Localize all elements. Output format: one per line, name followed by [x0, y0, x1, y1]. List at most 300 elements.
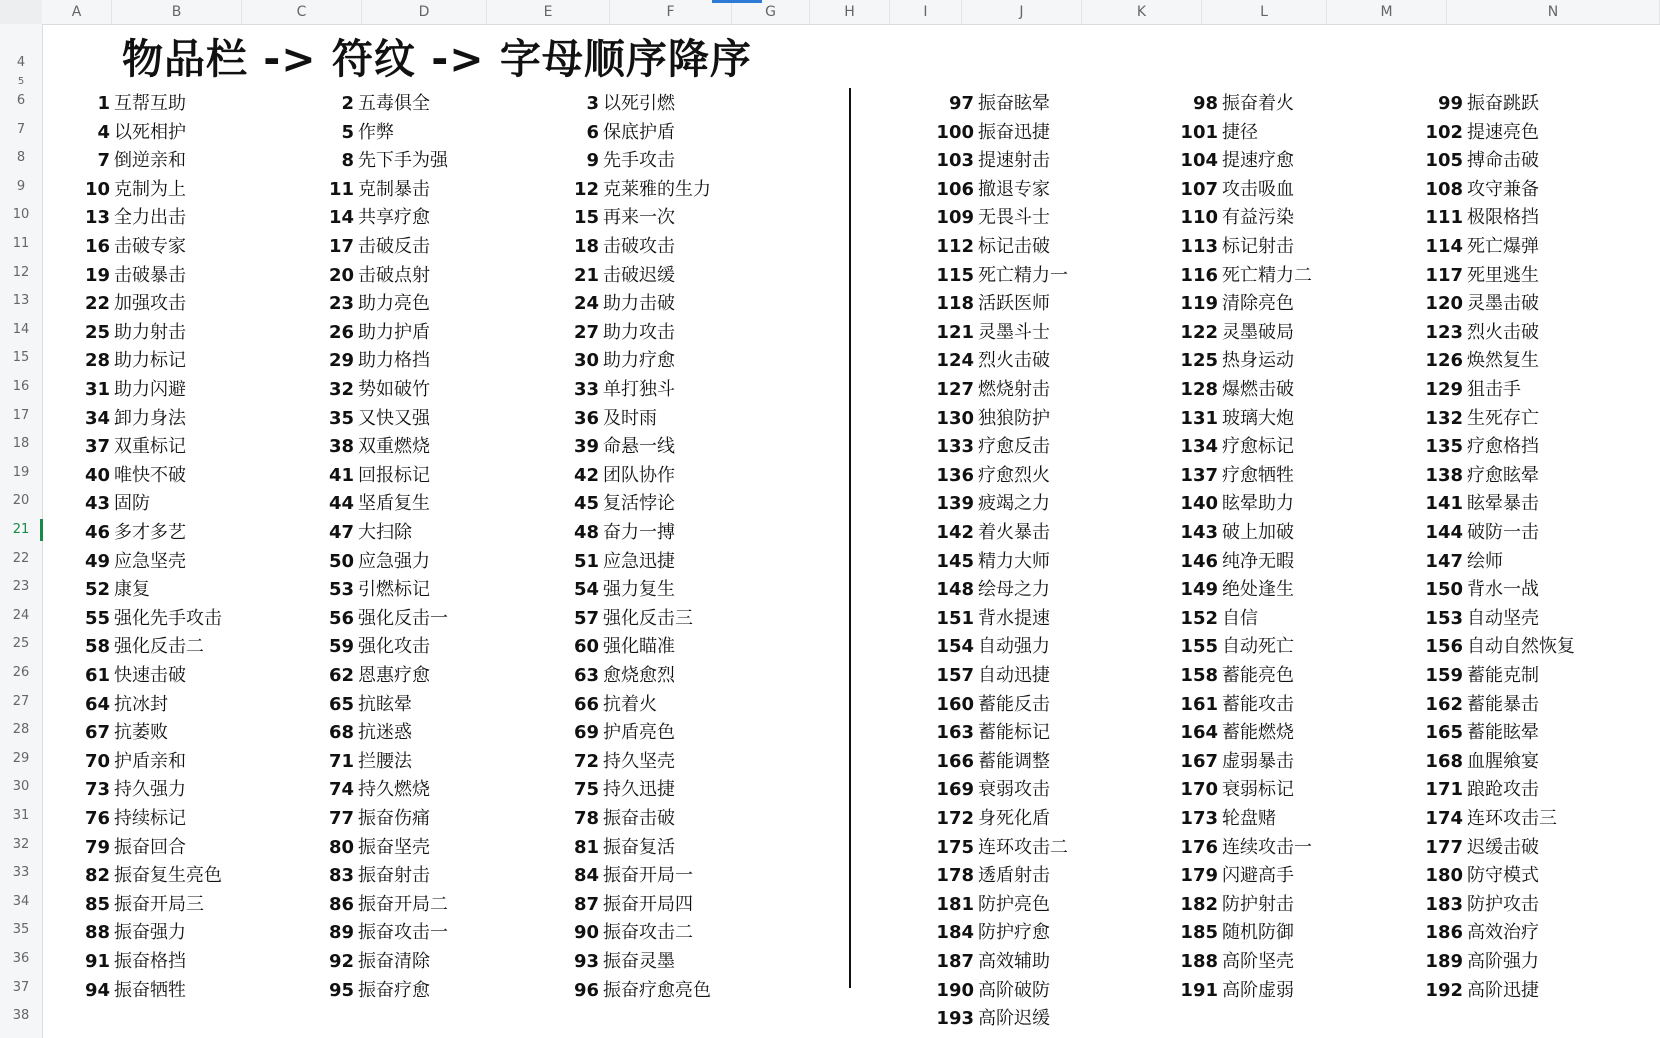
rune-item[interactable]	[1417, 204, 1539, 232]
rune-item[interactable]	[1417, 633, 1575, 661]
rune-item[interactable]	[553, 862, 693, 890]
rune-item[interactable]	[1417, 891, 1539, 919]
row-header-37[interactable]: 37	[12, 979, 30, 995]
rune-item[interactable]	[308, 719, 412, 747]
rune-number: 4	[97, 121, 110, 143]
rune-item[interactable]	[553, 347, 675, 375]
rune-item[interactable]	[308, 691, 412, 719]
row-header-6[interactable]: 6	[16, 93, 26, 108]
rune-item[interactable]	[1417, 405, 1539, 433]
rune-item[interactable]	[928, 433, 1050, 461]
rune-item[interactable]	[928, 805, 1050, 833]
rune-item[interactable]	[64, 862, 222, 890]
column-header-m[interactable]: M	[1327, 0, 1447, 24]
rune-item[interactable]	[1172, 519, 1294, 547]
rune-item[interactable]	[1172, 719, 1294, 747]
rune-item[interactable]	[1172, 605, 1258, 633]
rune-item[interactable]	[64, 805, 186, 833]
rune-item[interactable]	[553, 376, 675, 404]
rune-item[interactable]	[928, 776, 1050, 804]
rune-name: 攻击吸血	[1222, 178, 1294, 200]
rune-name: 破防一击	[1467, 522, 1539, 543]
select-all-corner[interactable]	[0, 0, 43, 25]
rune-item[interactable]	[553, 633, 675, 661]
rune-number: 119	[1180, 293, 1218, 315]
rune-item[interactable]	[1172, 405, 1294, 433]
rune-item[interactable]	[64, 433, 186, 461]
row-header-38[interactable]: 38	[12, 1008, 30, 1024]
sheet-title[interactable]: 物品栏 -> 符纹 -> 字母顺序降序	[122, 35, 752, 83]
rune-item[interactable]	[1417, 948, 1539, 976]
rune-number: 14	[328, 207, 354, 229]
rune-item[interactable]	[553, 605, 693, 633]
rune-item[interactable]	[64, 834, 186, 862]
rune-item[interactable]	[308, 204, 430, 232]
rune-item[interactable]	[64, 490, 150, 518]
rune-item[interactable]	[64, 776, 186, 804]
rune-number: 118	[936, 293, 974, 315]
rune-item[interactable]	[1417, 977, 1539, 1005]
rune-number: 83	[328, 865, 354, 887]
rune-item[interactable]	[64, 919, 186, 947]
rune-item[interactable]	[1172, 805, 1276, 833]
rune-item[interactable]	[928, 490, 1050, 518]
column-header-a[interactable]: A	[42, 0, 112, 24]
rune-item[interactable]	[1417, 691, 1539, 719]
rune-number: 101	[1180, 121, 1218, 143]
rune-item[interactable]	[1417, 490, 1539, 518]
rune-item[interactable]	[1172, 633, 1294, 661]
rune-number: 131	[1180, 407, 1218, 429]
rune-item[interactable]	[64, 691, 168, 719]
row-header-35[interactable]: 35	[12, 922, 30, 938]
rune-item[interactable]	[64, 548, 186, 576]
rune-name: 恩惠疗愈	[358, 665, 430, 686]
row-header-10[interactable]: 10	[12, 207, 30, 223]
rune-item[interactable]	[308, 462, 430, 490]
rune-number: 184	[936, 922, 974, 944]
rune-item[interactable]	[308, 776, 430, 804]
rune-item[interactable]	[1417, 519, 1539, 547]
rune-item[interactable]	[308, 633, 430, 661]
row-header-13[interactable]: 13	[12, 293, 30, 309]
rune-item[interactable]	[553, 662, 675, 690]
rune-item[interactable]	[928, 748, 1050, 776]
rune-item[interactable]	[308, 290, 430, 318]
rune-item[interactable]	[1417, 262, 1539, 290]
rune-item[interactable]	[64, 948, 186, 976]
rune-item[interactable]	[1172, 919, 1294, 947]
column-header-e[interactable]: E	[487, 0, 610, 24]
row-header-4[interactable]: 4	[16, 55, 26, 70]
rune-item[interactable]	[1172, 834, 1312, 862]
rune-item[interactable]	[1172, 262, 1312, 290]
rune-item[interactable]	[553, 119, 675, 147]
row-header-8[interactable]: 8	[16, 150, 26, 166]
rune-item[interactable]	[64, 462, 186, 490]
rune-item[interactable]	[1172, 90, 1294, 118]
rune-item[interactable]	[553, 262, 675, 290]
rune-name: 蓄能克制	[1467, 665, 1539, 686]
rune-item[interactable]	[1417, 605, 1539, 633]
rune-name: 振奋迅捷	[978, 121, 1050, 143]
rune-number: 189	[1425, 951, 1463, 972]
rune-name: 撤退专家	[978, 178, 1050, 200]
row-header-19[interactable]: 19	[12, 464, 30, 480]
rune-item[interactable]	[64, 977, 186, 1005]
row-header-5[interactable]: 5	[17, 76, 25, 87]
rune-item[interactable]	[1417, 862, 1539, 890]
rune-item[interactable]	[308, 834, 430, 862]
rune-number: 81	[573, 836, 599, 858]
rune-number: 124	[936, 350, 974, 372]
rune-item[interactable]	[1417, 347, 1539, 375]
rune-item[interactable]	[553, 548, 675, 576]
rune-item[interactable]	[64, 748, 186, 776]
rune-item[interactable]	[1417, 748, 1539, 776]
rune-item[interactable]	[64, 147, 186, 175]
rune-item[interactable]	[928, 576, 1050, 604]
rune-item[interactable]	[928, 977, 1050, 1005]
rune-item[interactable]	[553, 519, 675, 547]
rune-item[interactable]	[1417, 805, 1557, 833]
column-header-g[interactable]: G	[732, 0, 810, 24]
column-header-c[interactable]: C	[242, 0, 362, 24]
rune-item[interactable]	[308, 262, 430, 290]
rune-item[interactable]	[1417, 376, 1521, 404]
rune-item[interactable]	[1417, 576, 1539, 604]
rune-item[interactable]	[308, 490, 430, 518]
rune-item[interactable]	[1417, 90, 1539, 118]
rune-item[interactable]	[553, 90, 675, 118]
rune-item[interactable]	[1417, 776, 1539, 804]
rune-item[interactable]	[1417, 719, 1539, 747]
rune-item[interactable]	[928, 262, 1068, 290]
rune-item[interactable]	[64, 633, 204, 661]
rune-item[interactable]	[1172, 891, 1294, 919]
rune-name: 强力复生	[603, 579, 675, 601]
rune-item[interactable]	[64, 605, 222, 633]
rune-item[interactable]	[1172, 691, 1294, 719]
row-header-bar	[0, 24, 43, 1038]
rune-item[interactable]	[1172, 490, 1294, 518]
rune-item[interactable]	[64, 376, 186, 404]
rune-item[interactable]	[553, 490, 675, 518]
column-header-l[interactable]: L	[1202, 0, 1327, 24]
rune-item[interactable]	[553, 204, 675, 232]
rune-number: 93	[573, 951, 599, 972]
rune-item[interactable]	[64, 204, 186, 232]
rune-item[interactable]	[64, 347, 186, 375]
rune-name: 作弊	[358, 121, 394, 143]
rune-item[interactable]	[1172, 776, 1294, 804]
row-header-32[interactable]: 32	[12, 836, 30, 852]
rune-item[interactable]	[1172, 319, 1294, 347]
row-header-27[interactable]: 27	[12, 693, 30, 709]
rune-name: 击破迟缓	[603, 264, 675, 286]
rune-number: 56	[328, 607, 354, 629]
rune-item[interactable]	[553, 233, 675, 261]
rune-item[interactable]	[928, 519, 1050, 547]
rune-item[interactable]	[308, 548, 430, 576]
rune-name: 极限格挡	[1467, 207, 1539, 229]
rune-item[interactable]	[553, 805, 675, 833]
rune-item[interactable]	[928, 119, 1050, 147]
rune-item[interactable]	[553, 319, 675, 347]
rune-name: 振奋清除	[358, 951, 430, 972]
rune-item[interactable]	[928, 176, 1050, 204]
rune-item[interactable]	[1417, 176, 1539, 204]
rune-item[interactable]	[64, 519, 186, 547]
rune-item[interactable]	[1172, 462, 1294, 490]
rune-item[interactable]	[928, 233, 1050, 261]
rune-item[interactable]	[1417, 433, 1539, 461]
rune-item[interactable]	[553, 462, 675, 490]
rune-number: 78	[573, 808, 599, 829]
rune-item[interactable]	[64, 319, 186, 347]
rune-item[interactable]	[64, 262, 186, 290]
rune-item[interactable]	[308, 233, 430, 261]
rune-item[interactable]	[1417, 834, 1539, 862]
row-header-28[interactable]: 28	[12, 722, 30, 738]
rune-number: 183	[1425, 893, 1463, 915]
rune-item[interactable]	[928, 347, 1050, 375]
rune-number: 134	[1180, 436, 1218, 458]
rune-item[interactable]	[553, 776, 675, 804]
rune-item[interactable]	[64, 90, 186, 118]
rune-item[interactable]	[308, 576, 430, 604]
row-header-26[interactable]: 26	[12, 665, 30, 680]
rune-name: 有益污染	[1222, 207, 1294, 229]
rune-item[interactable]	[308, 90, 430, 118]
row-header-31[interactable]: 31	[12, 808, 30, 823]
row-header-33[interactable]: 33	[12, 865, 30, 881]
rune-item[interactable]	[928, 862, 1050, 890]
rune-item[interactable]	[1172, 862, 1294, 890]
rune-item[interactable]	[1172, 977, 1294, 1005]
rune-name: 助力标记	[114, 350, 186, 372]
column-header-h[interactable]: H	[810, 0, 890, 24]
rune-item[interactable]	[1172, 748, 1294, 776]
rune-item[interactable]	[1172, 662, 1294, 690]
rune-item[interactable]	[553, 977, 711, 1005]
row-header-18[interactable]: 18	[12, 436, 30, 452]
rune-item[interactable]	[64, 405, 186, 433]
rune-item[interactable]	[928, 548, 1050, 576]
rune-item[interactable]	[64, 290, 186, 318]
rune-name: 蓄能攻击	[1222, 693, 1294, 715]
rune-item[interactable]	[553, 405, 657, 433]
row-header-12[interactable]: 12	[12, 264, 30, 280]
rune-name: 克制暴击	[358, 178, 430, 200]
row-header-34[interactable]: 34	[12, 893, 30, 909]
row-header-17[interactable]: 17	[12, 407, 30, 423]
rune-item[interactable]	[64, 176, 186, 204]
rune-item[interactable]	[1417, 119, 1539, 147]
column-header-f[interactable]: F	[610, 0, 732, 24]
rune-item[interactable]	[553, 748, 675, 776]
rune-name: 振奋跳跃	[1467, 93, 1539, 114]
rune-item[interactable]	[553, 891, 693, 919]
rune-item[interactable]	[308, 405, 430, 433]
rune-item[interactable]	[308, 347, 430, 375]
rune-name: 强化反击一	[358, 607, 448, 629]
rune-item[interactable]	[308, 662, 430, 690]
rune-name: 又快又强	[358, 407, 430, 429]
rune-item[interactable]	[928, 376, 1050, 404]
rune-item[interactable]	[928, 948, 1050, 976]
rune-number: 7	[97, 150, 110, 172]
rune-item[interactable]	[928, 1005, 1050, 1033]
rune-name: 防护疗愈	[978, 922, 1050, 944]
column-header-n[interactable]: N	[1447, 0, 1660, 24]
row-header-30[interactable]: 30	[12, 779, 30, 795]
rune-item[interactable]	[1172, 233, 1294, 261]
row-header-9[interactable]: 9	[16, 178, 26, 194]
rune-number: 185	[1180, 922, 1218, 944]
rune-item[interactable]	[308, 805, 430, 833]
rune-item[interactable]	[553, 290, 675, 318]
column-header-d[interactable]: D	[362, 0, 487, 24]
rune-item[interactable]	[1172, 204, 1294, 232]
rune-number: 63	[573, 665, 599, 686]
rune-item[interactable]	[553, 147, 675, 175]
row-header-25[interactable]: 25	[12, 636, 30, 652]
rune-item[interactable]	[928, 605, 1050, 633]
rune-item[interactable]	[928, 204, 1050, 232]
row-header-22[interactable]: 22	[12, 550, 30, 566]
rune-item[interactable]	[1417, 233, 1539, 261]
rune-item[interactable]	[308, 119, 394, 147]
rune-number: 2	[341, 93, 354, 114]
rune-name: 击破攻击	[603, 236, 675, 257]
rune-item[interactable]	[928, 633, 1050, 661]
column-header-b[interactable]: B	[112, 0, 242, 24]
rune-item[interactable]	[1172, 376, 1294, 404]
row-header-23[interactable]: 23	[12, 579, 30, 595]
rune-item[interactable]	[553, 691, 657, 719]
rune-name: 狙击手	[1467, 379, 1521, 400]
rune-number: 61	[84, 665, 110, 686]
rune-item[interactable]	[308, 519, 412, 547]
rune-item[interactable]	[1417, 662, 1539, 690]
column-header-j[interactable]: J	[962, 0, 1082, 24]
rune-item[interactable]	[308, 948, 430, 976]
rune-item[interactable]	[1417, 462, 1539, 490]
rune-item[interactable]	[1417, 548, 1503, 576]
rune-item[interactable]	[928, 462, 1050, 490]
row-header-29[interactable]: 29	[12, 750, 30, 766]
row-header-16[interactable]: 16	[12, 379, 30, 394]
row-header-21[interactable]: 21	[0, 517, 42, 543]
row-header-15[interactable]: 15	[12, 350, 30, 366]
rune-item[interactable]	[1172, 548, 1294, 576]
rune-item[interactable]	[928, 290, 1050, 318]
rune-item[interactable]	[308, 919, 448, 947]
rune-number: 143	[1180, 522, 1218, 543]
rune-item[interactable]	[308, 891, 448, 919]
rune-item[interactable]	[928, 90, 1050, 118]
rune-item[interactable]	[928, 662, 1050, 690]
rune-item[interactable]	[553, 948, 675, 976]
rune-item[interactable]	[1172, 576, 1294, 604]
rune-item[interactable]	[553, 176, 711, 204]
row-header-20[interactable]: 20	[12, 493, 30, 509]
rune-item[interactable]	[553, 576, 675, 604]
rune-number: 172	[936, 808, 974, 829]
rune-item[interactable]	[308, 376, 430, 404]
rune-item[interactable]	[308, 147, 448, 175]
rune-number: 135	[1425, 436, 1463, 458]
rune-number: 30	[573, 350, 599, 372]
rune-number: 9	[586, 150, 599, 172]
rune-item[interactable]	[1172, 147, 1294, 175]
rune-number: 105	[1425, 150, 1463, 172]
rune-item[interactable]	[308, 977, 430, 1005]
rune-item[interactable]	[553, 719, 675, 747]
rune-item[interactable]	[1417, 319, 1539, 347]
column-header-i[interactable]: I	[890, 0, 962, 24]
rune-name: 振奋攻击二	[603, 922, 693, 944]
rune-number: 108	[1425, 178, 1463, 200]
rune-item[interactable]	[64, 576, 150, 604]
rune-item[interactable]	[64, 233, 186, 261]
rune-name: 应急强力	[358, 550, 430, 572]
rune-item[interactable]	[1172, 176, 1294, 204]
rune-item[interactable]	[928, 919, 1050, 947]
rune-item[interactable]	[64, 719, 168, 747]
rune-number: 123	[1425, 321, 1463, 343]
rune-item[interactable]	[64, 891, 204, 919]
row-header-14[interactable]: 14	[12, 321, 30, 337]
rune-item[interactable]	[1172, 433, 1294, 461]
rune-item[interactable]	[928, 691, 1050, 719]
row-header-11[interactable]: 11	[12, 236, 30, 251]
rune-item[interactable]	[1172, 290, 1294, 318]
rune-item[interactable]	[928, 147, 1050, 175]
rune-item[interactable]	[1417, 290, 1539, 318]
rune-item[interactable]	[553, 834, 675, 862]
rune-item[interactable]	[1417, 147, 1539, 175]
rune-item[interactable]	[928, 319, 1050, 347]
column-header-k[interactable]: K	[1082, 0, 1202, 24]
rune-item[interactable]	[64, 119, 186, 147]
rune-item[interactable]	[928, 719, 1050, 747]
rune-item[interactable]	[1172, 347, 1294, 375]
rune-number: 38	[328, 436, 354, 458]
rune-item[interactable]	[928, 891, 1050, 919]
rune-item[interactable]	[308, 176, 430, 204]
rune-item[interactable]	[308, 748, 412, 776]
rune-item[interactable]	[928, 834, 1068, 862]
rune-item[interactable]	[308, 862, 430, 890]
row-header-24[interactable]: 24	[12, 607, 30, 623]
rune-item[interactable]	[64, 662, 186, 690]
rune-item[interactable]	[928, 405, 1050, 433]
rune-item[interactable]	[308, 605, 448, 633]
rune-item[interactable]	[1172, 119, 1258, 147]
rune-name: 共享疗愈	[358, 207, 430, 229]
rune-name: 命悬一线	[603, 436, 675, 458]
rune-item[interactable]	[553, 919, 693, 947]
rune-item[interactable]	[1417, 919, 1539, 947]
rune-item[interactable]	[308, 319, 430, 347]
rune-item[interactable]	[553, 433, 675, 461]
rune-item[interactable]	[308, 433, 430, 461]
rune-item[interactable]	[1172, 948, 1294, 976]
row-header-36[interactable]: 36	[12, 951, 30, 966]
row-header-7[interactable]: 7	[16, 121, 26, 137]
